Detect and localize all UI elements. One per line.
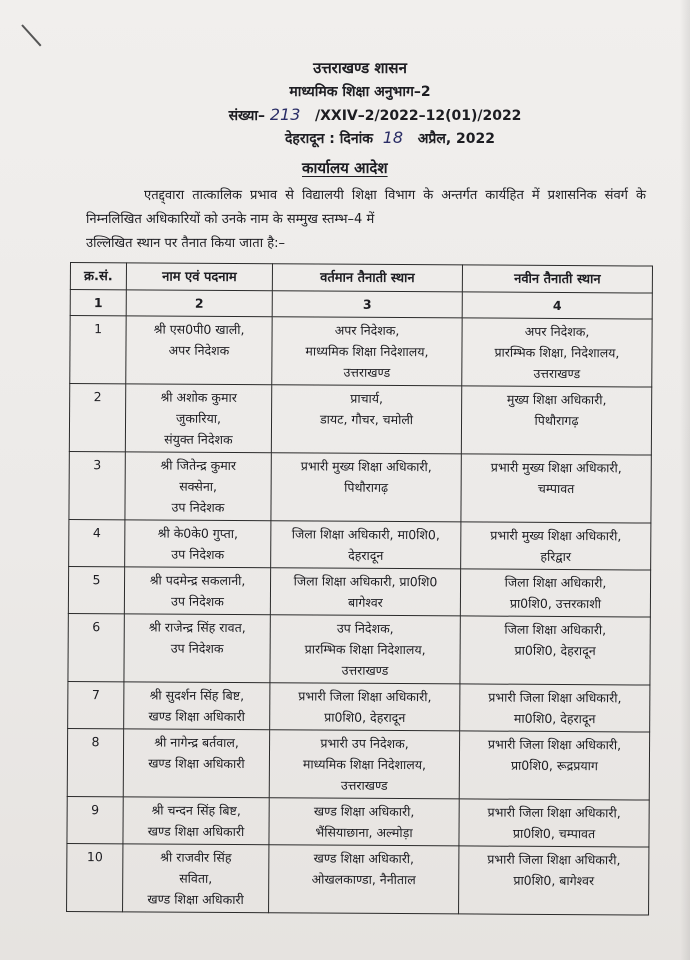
name-cell: श्री जितेन्द्र कुमार सक्सेना, उप निदेशक <box>125 452 271 521</box>
name-cell: श्री पदमेन्द्र सकलानी, उप निदेशक <box>124 567 270 615</box>
name-cell: श्री अशोक कुमार जुकारिया, संयुक्त निदेशक <box>125 384 271 453</box>
col-number: 4 <box>462 292 652 319</box>
current-posting-cell: प्रभारी उप निदेशक, माध्यमिक शिक्षा निदेशालय, उत्तराखण्ड <box>269 730 459 799</box>
serial-cell: 2 <box>69 384 125 452</box>
table-row <box>70 316 652 388</box>
table-row <box>68 681 650 732</box>
order-body-text: एतद्द्वारा तात्कालिक प्रभाव से विद्यालयी शिक्षा विभाग के अन्तर्गत कार्यहित में प्रशासनिक संवर्ग के निम्नलिखित अधिकारियों को उनके नाम के सम्मुख स्तम्भ–4 में <box>86 188 646 227</box>
table-header-row <box>70 263 652 294</box>
new-posting-cell: अपर निदेशक, प्रारम्भिक शिक्षा, निदेशालय, उत्तराखण्ड <box>462 318 652 387</box>
current-posting-cell: खण्ड शिक्षा अधिकारी, ओखलकाण्डा, नैनीताल <box>269 845 459 914</box>
new-posting-cell: प्रभारी जिला शिक्षा अधिकारी, प्रा0शि0, चम्पावत <box>459 799 649 847</box>
section-heading: माध्यमिक शिक्षा अनुभाग–2 <box>289 84 431 100</box>
place-date-line <box>200 128 580 148</box>
pen-mark <box>21 24 41 46</box>
new-posting-cell: जिला शिक्षा अधिकारी, प्रा0शि0, देहरादून <box>460 616 650 685</box>
order-body <box>86 184 646 256</box>
serial-cell: 8 <box>67 728 123 796</box>
new-posting-cell: प्रभारी जिला शिक्षा अधिकारी, प्रा0शि0, बागेश्वर <box>459 846 649 915</box>
table-row <box>67 796 649 847</box>
current-posting-cell: प्राचार्य, डायट, गौचर, चमोली <box>271 385 461 454</box>
new-posting-cell: प्रभारी जिला शिक्षा अधिकारी, मा0शि0, देहरादून <box>460 684 650 732</box>
name-cell: श्री एस0पी0 खाली, अपर निदेशक <box>126 316 272 385</box>
new-posting-cell: प्रभारी मुख्य शिक्षा अधिकारी, हरिद्वार <box>461 522 651 570</box>
table-row <box>69 519 651 570</box>
current-posting-cell: जिला शिक्षा अधिकारी, मा0शि0, देहरादून <box>271 521 461 569</box>
current-posting-cell: जिला शिक्षा अधिकारी, प्रा0शि0 बागेश्वर <box>270 568 460 616</box>
name-cell: श्री सुदर्शन सिंह बिष्ट, खण्ड शिक्षा अधिकारी <box>124 682 270 730</box>
header-serial: क्र.सं. <box>70 263 126 290</box>
ref-number: 213 <box>269 105 301 124</box>
new-posting-cell: प्रभारी जिला शिक्षा अधिकारी, प्रा0शि0, रूद्रप्रयाग <box>459 731 649 800</box>
table-row <box>67 843 649 915</box>
govt-heading: उत्तराखण्ड शासन <box>313 59 407 77</box>
serial-cell: 7 <box>68 681 124 728</box>
header-name: नाम एवं पदनाम <box>126 263 272 291</box>
ref-code: /XXIV–2/2022–12(01)/2022 <box>315 108 522 124</box>
header-current-posting: वर्तमान तैनाती स्थान <box>272 264 462 292</box>
name-cell: श्री चन्दन सिंह बिष्ट, खण्ड शिक्षा अधिकारी <box>123 797 269 845</box>
order-body-text-last: उल्लिखित स्थान पर तैनात किया जाता है:– <box>86 236 285 251</box>
name-cell: श्री नागेन्द्र बर्तवाल, खण्ड शिक्षा अधिकारी <box>123 729 269 798</box>
page-edge-shadow <box>680 0 690 960</box>
name-cell: श्री राजेन्द्र सिंह रावत, उप निदेशक <box>124 614 270 683</box>
serial-cell: 10 <box>67 843 123 911</box>
reference-line <box>175 105 575 125</box>
current-posting-cell: प्रभारी मुख्य शिक्षा अधिकारी, पिथौरागढ़ <box>271 453 461 522</box>
table-column-number-row <box>70 290 652 320</box>
ref-label: संख्या– <box>228 108 265 124</box>
new-posting-cell: मुख्य शिक्षा अधिकारी, पिथौरागढ़ <box>461 386 651 455</box>
table-row <box>68 613 650 685</box>
current-posting-cell: अपर निदेशक, माध्यमिक शिक्षा निदेशालय, उत्तराखण्ड <box>272 317 462 386</box>
header-new-posting: नवीन तैनाती स्थान <box>462 265 652 293</box>
new-posting-cell: जिला शिक्षा अधिकारी, प्रा0शि0, उत्तरकाशी <box>460 569 650 617</box>
order-title: कार्यालय आदेश <box>302 159 388 177</box>
serial-cell: 3 <box>69 451 125 519</box>
current-posting-cell: प्रभारी जिला शिक्षा अधिकारी, प्रा0शि0, देहरादून <box>270 683 460 731</box>
serial-cell: 9 <box>67 796 123 843</box>
serial-cell: 1 <box>70 316 126 384</box>
col-number: 1 <box>70 290 126 316</box>
name-cell: श्री के0के0 गुप्ता, उप निदेशक <box>125 520 271 568</box>
col-number: 3 <box>272 291 462 318</box>
date-month-year: अप्रैल, 2022 <box>417 131 496 147</box>
table-row <box>69 384 651 456</box>
table-row <box>67 728 649 800</box>
date-day: 18 <box>382 128 404 147</box>
serial-cell: 5 <box>68 566 124 613</box>
table-row <box>69 451 651 523</box>
posting-table <box>66 262 653 916</box>
col-number: 2 <box>126 290 272 317</box>
place-date-label: देहरादून : दिनांक <box>284 131 373 147</box>
serial-cell: 4 <box>69 519 125 566</box>
current-posting-cell: खण्ड शिक्षा अधिकारी, भैंसियाछाना, अल्मोड़ा <box>269 798 459 846</box>
current-posting-cell: उप निदेशक, प्रारम्भिक शिक्षा निदेशालय, उत्तराखण्ड <box>270 615 460 684</box>
serial-cell: 6 <box>68 613 124 681</box>
new-posting-cell: प्रभारी मुख्य शिक्षा अधिकारी, चम्पावत <box>461 454 651 523</box>
table-row <box>68 566 650 617</box>
name-cell: श्री राजवीर सिंह सविता, खण्ड शिक्षा अधिकारी <box>123 844 269 913</box>
